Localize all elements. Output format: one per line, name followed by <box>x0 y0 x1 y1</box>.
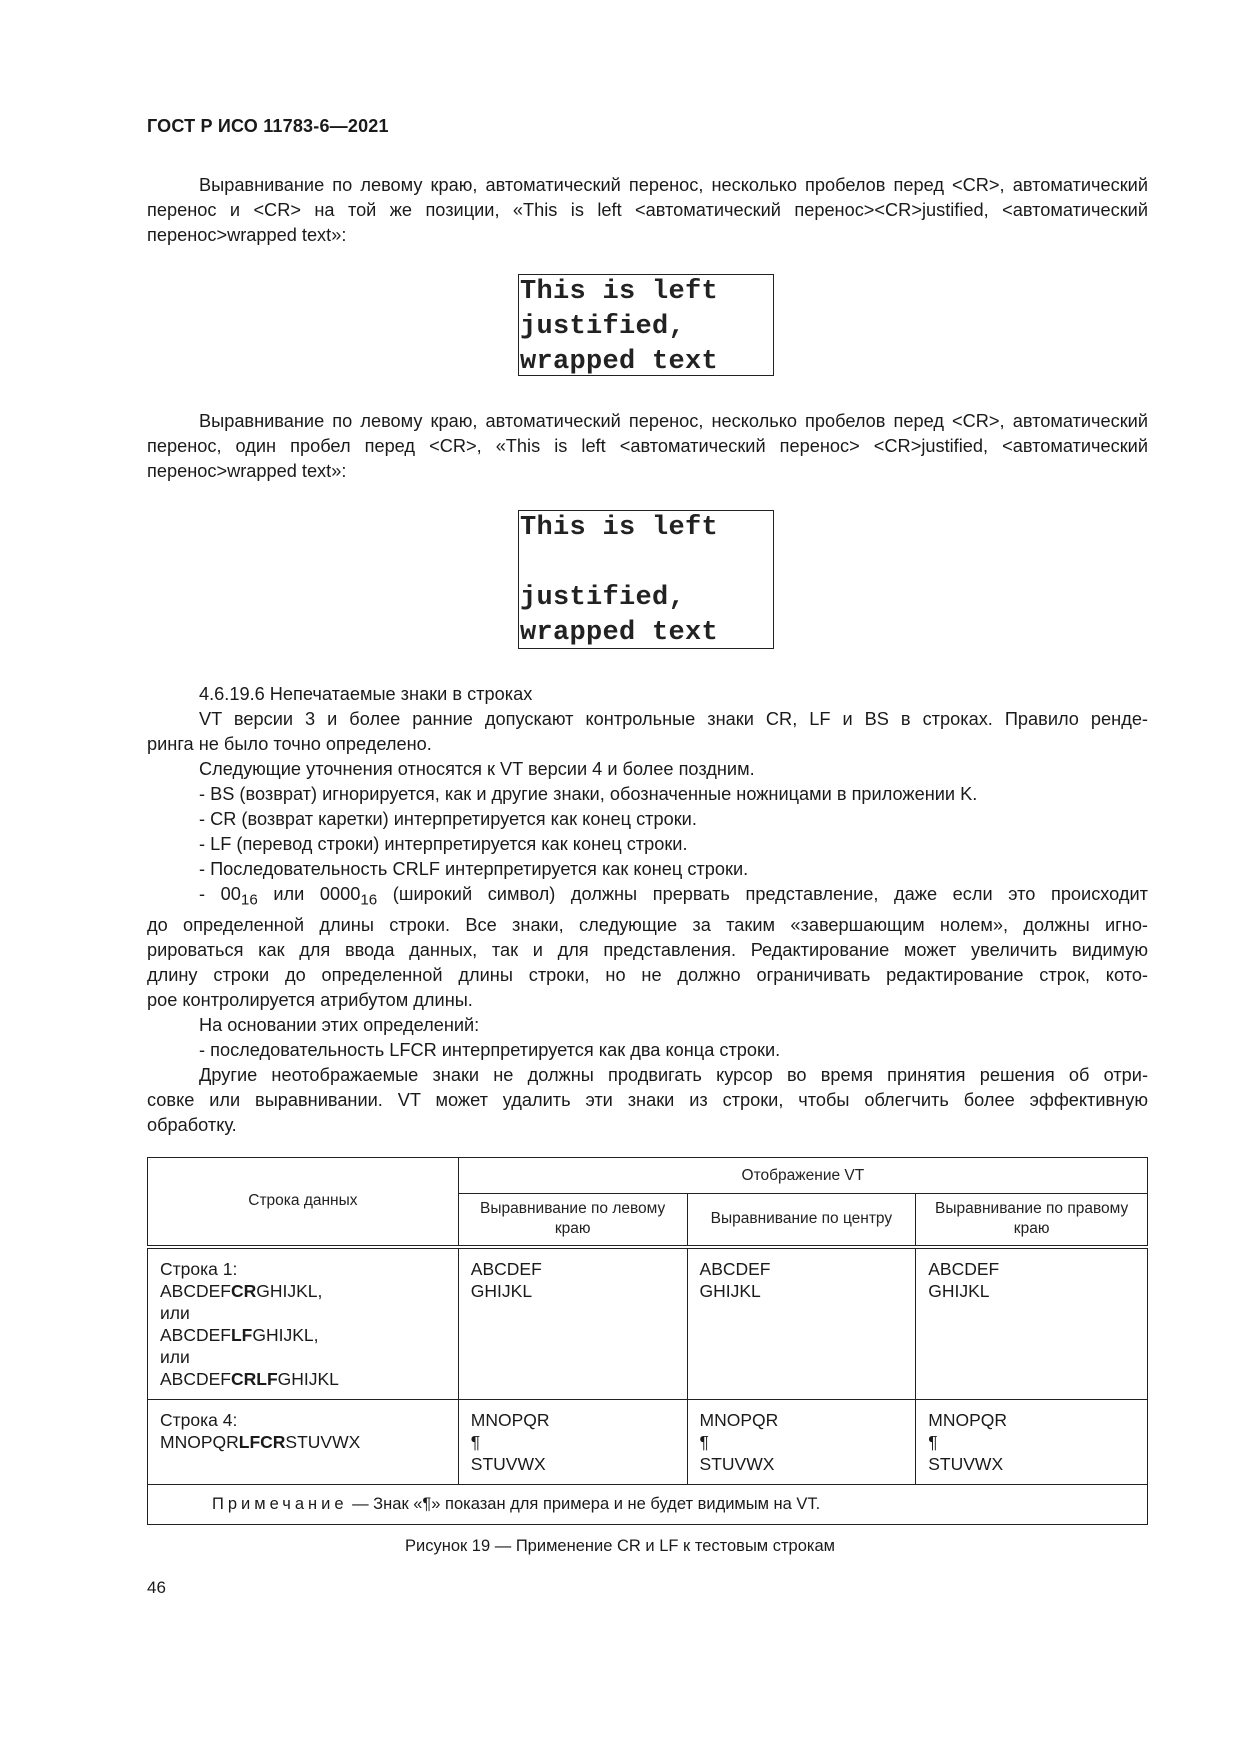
vt-display-example-1 <box>518 274 774 376</box>
table-row-2-right <box>916 1399 1148 1484</box>
control-char: CR <box>230 1280 257 1301</box>
text: - 00 <box>199 884 241 904</box>
text: или 0000 <box>257 884 361 904</box>
control-char: CRLF <box>230 1368 278 1389</box>
table-row-1-center <box>687 1247 916 1400</box>
header-right-align: Выравнивание по правому краю <box>916 1194 1148 1247</box>
text: ABCDEF <box>160 1280 231 1301</box>
subscript: 16 <box>240 891 258 909</box>
or-text: или <box>160 1346 190 1367</box>
header-center-align: Выравнивание по центру <box>687 1194 916 1247</box>
table-row-1-left <box>458 1247 687 1400</box>
list-item: - BS (возврат) игнорируется, как и другие знаки, обозначенные ножницами в приложении K. <box>199 784 978 804</box>
header-vt-display: Отображение VT <box>458 1158 1147 1194</box>
row-label: Строка 4: <box>160 1409 238 1430</box>
page-number: 46 <box>147 1578 166 1597</box>
document-header: ГОСТ Р ИСО 11783-6—2021 <box>147 116 389 136</box>
paragraph-left-justify-same-position: Выравнивание по левому краю, автоматический перенос, несколько пробелов перед <CR>, автоматический перенос и <CR> на той же позиции, «This is left <автоматический перенос><CR>justified, <автоматический перенос>wrapped text»: <box>147 175 1148 245</box>
text: STUVWX <box>285 1431 361 1452</box>
or-text: или <box>160 1302 190 1323</box>
text: (широкий символ) должны прервать представление, даже если это происходит <box>377 884 1149 904</box>
section-non-printable-chars <box>147 682 1148 1138</box>
section-title: 4.6.19.6 Непечатаемые знаки в строках <box>199 684 533 704</box>
paragraph-line: рое контролируется атрибутом длины. <box>147 989 473 1010</box>
text: GHIJKL <box>277 1368 339 1389</box>
row-label: Строка 1: <box>160 1258 238 1279</box>
paragraph-left-justify-single-space: Выравнивание по левому краю, автоматический перенос, несколько пробелов перед <CR>, автоматический перенос, один пробел перед <CR>, «This is left <автоматический перенос> <CR>justified, <автоматический перенос>wrapped text»: <box>147 411 1148 481</box>
text: ABCDEF <box>160 1324 231 1345</box>
output-line: MNOPQR <box>470 1409 550 1430</box>
output-line: ABCDEF <box>699 1258 771 1279</box>
paragraph-line: Другие неотображаемые знаки не должны продвигать курсор во время принятия решения об отри- <box>199 1064 1148 1085</box>
vt-display-example-2 <box>518 510 774 649</box>
vt-line: This is left <box>520 513 719 543</box>
input-string <box>160 1431 446 1453</box>
output-line: ABCDEF <box>928 1258 1000 1279</box>
text: GHIJKL, <box>256 1280 323 1301</box>
output-line: GHIJKL <box>470 1280 533 1301</box>
list-item: - Последовательность CRLF интерпретируется как конец строки. <box>199 859 749 879</box>
control-char: LF <box>230 1324 253 1345</box>
header-left-align: Выравнивание по левому краю <box>458 1194 687 1247</box>
output-line: STUVWX <box>928 1453 1004 1474</box>
output-line: GHIJKL <box>699 1280 761 1301</box>
paragraph-line: ринга не было точно определено. <box>147 734 432 754</box>
paragraph-line: до определенной длины строки. Все знаки, следующие за таким «завершающим нолем», должны игно- <box>147 914 1148 935</box>
vt-line: wrapped text <box>520 618 719 648</box>
vt-line: This is left <box>520 277 719 307</box>
text: GHIJKL, <box>252 1324 319 1345</box>
figure-caption: Рисунок 19 — Применение CR и LF к тестовым строкам <box>404 1537 835 1555</box>
paragraph-line: обработку. <box>147 1114 237 1135</box>
vt-line: justified, <box>520 583 686 613</box>
table-row-2-input <box>148 1399 459 1484</box>
vt-line: wrapped text <box>520 347 719 377</box>
output-line: STUVWX <box>699 1453 775 1474</box>
figure-table <box>147 1157 1148 1525</box>
note-text: — Знак «¶» показан для примера и не будет видимым на VT. <box>347 1494 821 1513</box>
paragraph: Следующие уточнения относятся к VT версии 4 и более поздним. <box>199 759 755 779</box>
list-item-nul <box>147 882 1148 913</box>
input-string <box>160 1324 446 1346</box>
table-row-2-left <box>458 1399 687 1484</box>
vt-line <box>520 546 773 581</box>
output-line: STUVWX <box>470 1453 546 1474</box>
input-string <box>160 1280 446 1302</box>
input-string <box>160 1368 446 1390</box>
list-item: - CR (возврат каретки) интерпретируется как конец строки. <box>199 809 697 829</box>
table-row-1-right <box>916 1247 1148 1400</box>
list-item: - LF (перевод строки) интерпретируется как конец строки. <box>199 834 688 854</box>
subscript: 16 <box>360 891 378 909</box>
pilcrow: ¶ <box>470 1431 481 1452</box>
text: ABCDEF <box>160 1368 231 1389</box>
output-line: ABCDEF <box>470 1258 542 1279</box>
output-line: MNOPQR <box>928 1409 1007 1430</box>
pilcrow: ¶ <box>928 1431 938 1452</box>
control-char: LFCR <box>238 1431 286 1452</box>
table-row-2-center <box>687 1399 916 1484</box>
table-note <box>148 1484 1148 1524</box>
paragraph-line: VT версии 3 и более ранние допускают контрольные знаки CR, LF и BS в строках. Правило ренде- <box>199 709 1148 729</box>
paragraph-line: совке или выравнивании. VT может удалить эти знаки из строки, чтобы облегчить более эффективную <box>147 1089 1148 1110</box>
text: MNOPQR <box>160 1431 239 1452</box>
paragraph-line: длину строки до определенной длины строки, но не должно ограничивать редактирование строк, кото- <box>147 964 1148 985</box>
paragraph-line: рироваться как для ввода данных, так и для представления. Редактирование может увеличить видимую <box>147 939 1148 960</box>
pilcrow: ¶ <box>699 1431 709 1452</box>
vt-line: justified, <box>520 312 686 342</box>
table-row-1-input <box>148 1247 459 1400</box>
header-data-string: Строка данных <box>148 1158 459 1247</box>
paragraph: На основании этих определений: <box>199 1014 480 1035</box>
output-line: MNOPQR <box>699 1409 779 1430</box>
note-label: Примечание <box>212 1494 348 1513</box>
output-line: GHIJKL <box>928 1280 990 1301</box>
list-item: - последовательность LFCR интерпретируется как два конца строки. <box>199 1039 781 1060</box>
